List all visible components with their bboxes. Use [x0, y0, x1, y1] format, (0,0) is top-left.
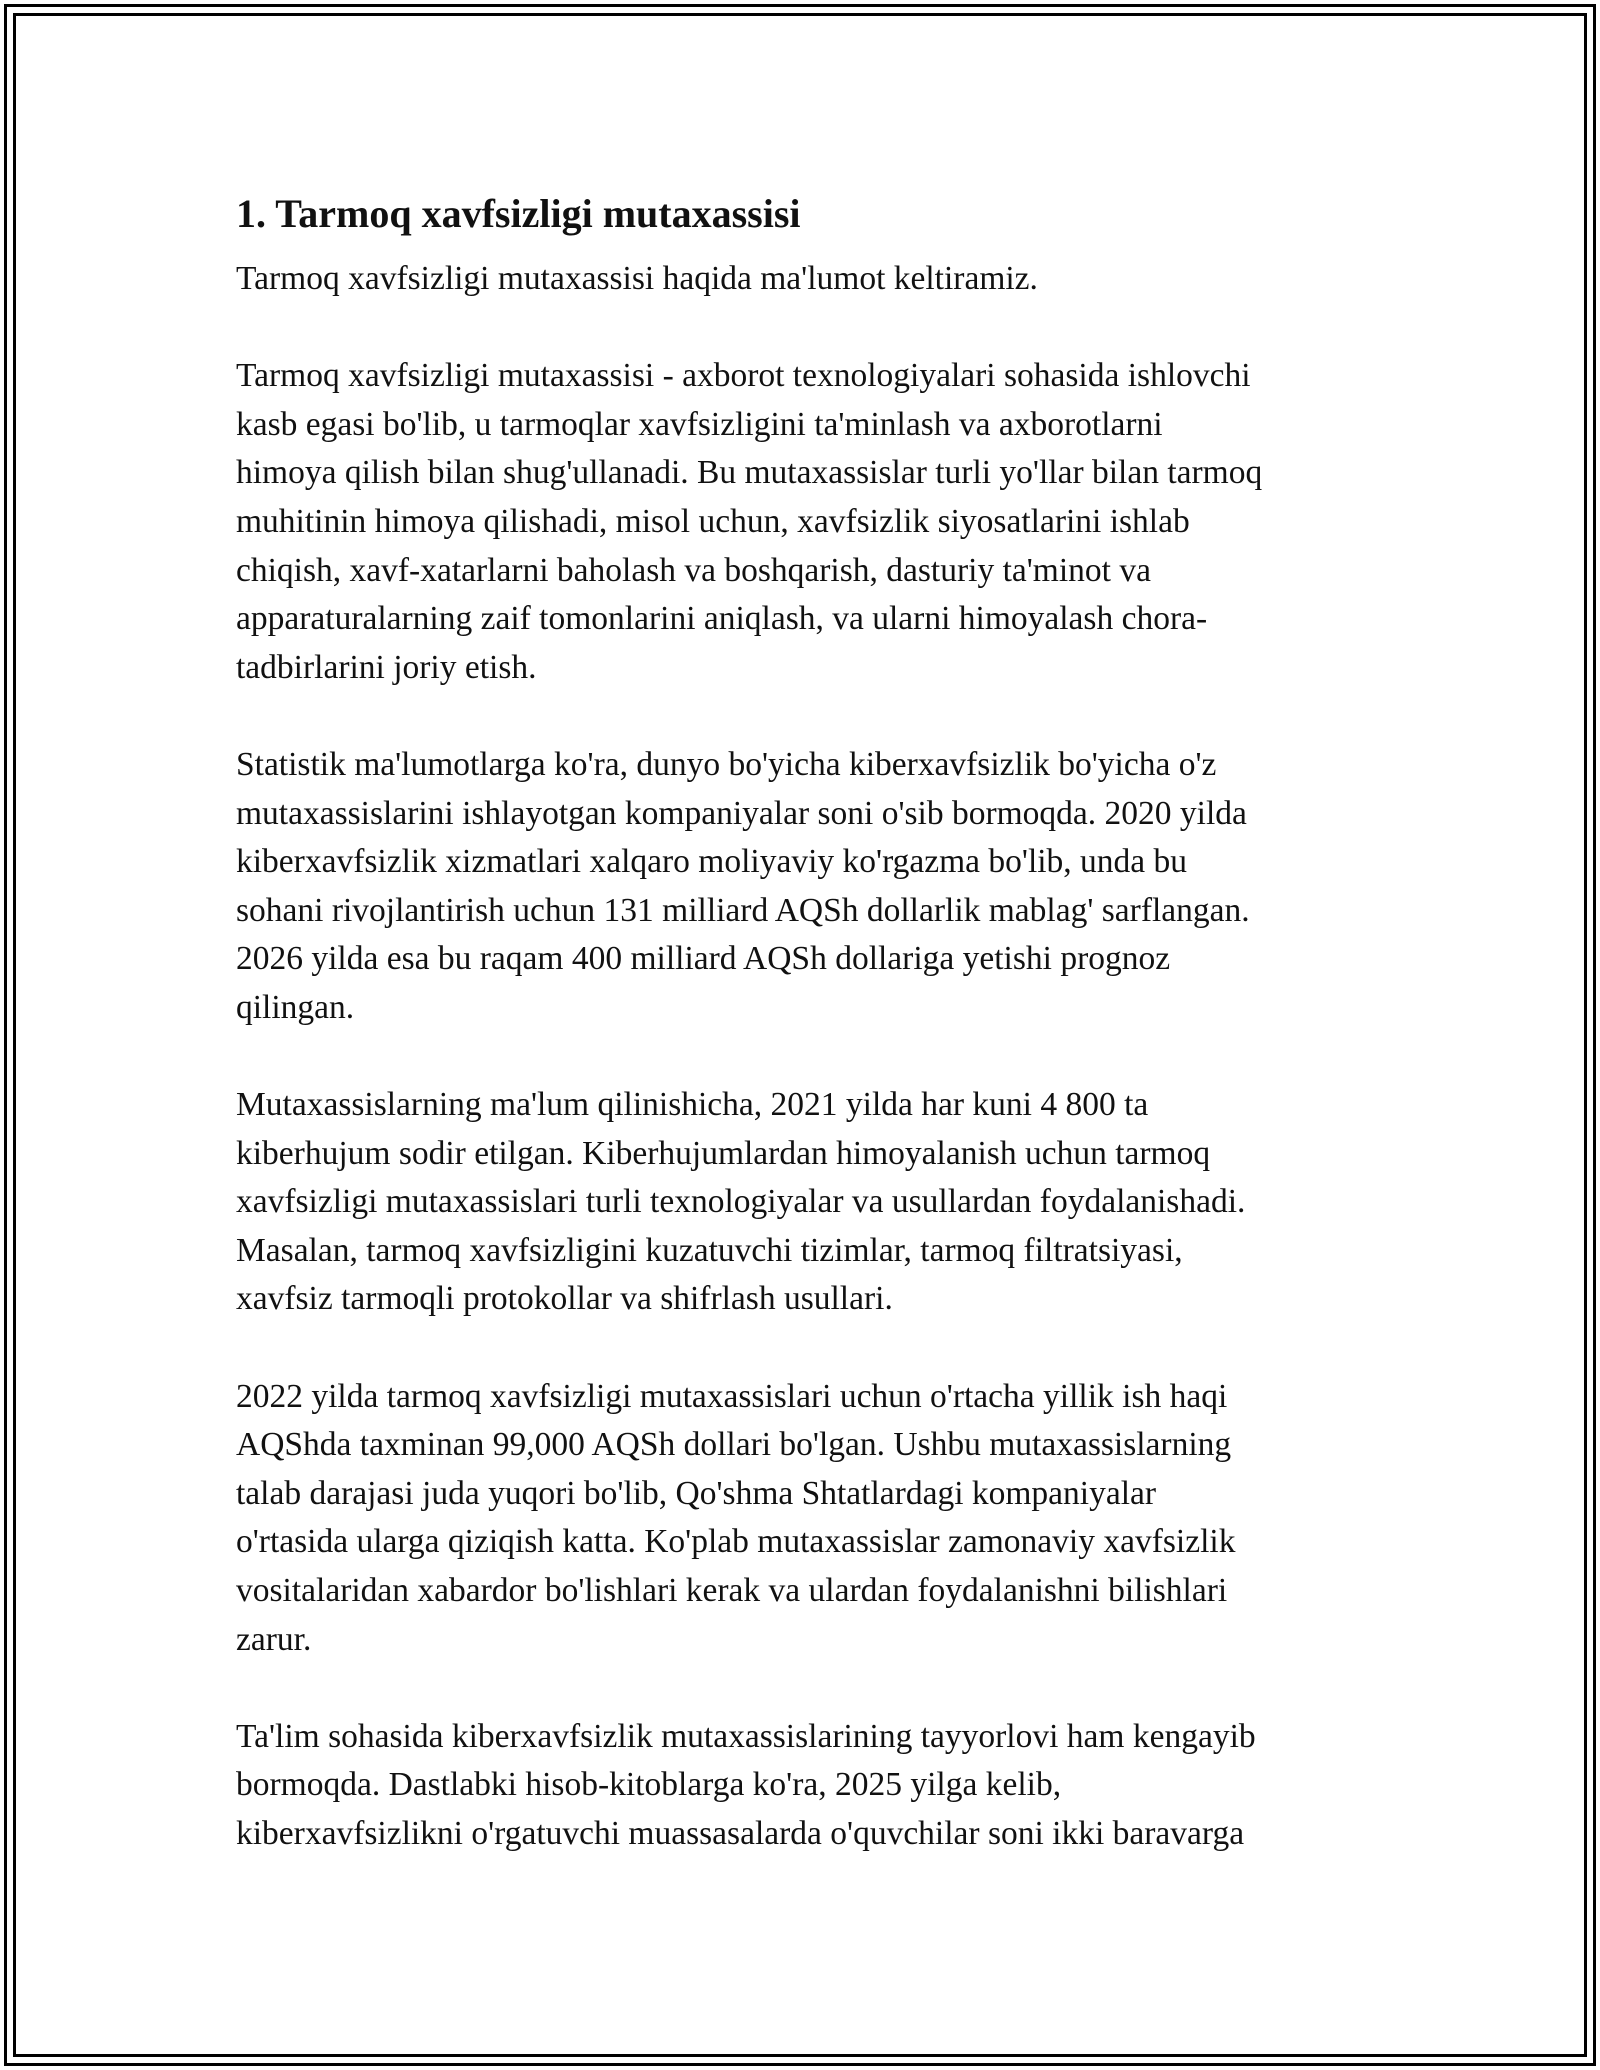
text-line: kiberxavfsizlikni o'rgatuvchi muassasalarda o'quvchilar soni ikki baravarga — [236, 1815, 1245, 1852]
paragraph-list — [236, 352, 1396, 1858]
text-line: 2022 yilda tarmoq xavfsizligi mutaxassislari uchun o'rtacha yillik ish haqi — [236, 1377, 1228, 1415]
body-paragraph — [236, 1081, 1396, 1324]
text-line: mutaxassislarini ishlayotgan kompaniyalar soni o'sib bormoqda. 2020 yilda — [236, 794, 1247, 832]
text-line: Masalan, tarmoq xavfsizligini kuzatuvchi tizimlar, tarmoq filtratsiyasi, — [236, 1231, 1183, 1269]
text-line: chiqish, xavf-xatarlarni baholash va boshqarish, dasturiy ta'minot va — [236, 551, 1151, 589]
text-line: xavfsizligi mutaxassislari turli texnologiyalar va usullardan foydalanishadi. — [236, 1183, 1246, 1221]
text-line: 2026 yilda esa bu raqam 400 milliard AQSh dollariga yetishi prognoz — [236, 940, 1171, 978]
text-line: bormoqda. Dastlabki hisob-kitoblarga ko'ra, 2025 yilga kelib, — [236, 1766, 1062, 1804]
text-line: AQShda taxminan 99,000 AQSh dollari bo'lgan. Ushbu mutaxassislarning — [236, 1426, 1232, 1464]
section-heading: 1. Tarmoq xavfsizligi mutaxassisi — [236, 191, 801, 236]
text-line: o'rtasida ularga qiziqish katta. Ko'plab mutaxassislar zamonaviy xavfsizlik — [236, 1523, 1236, 1561]
text-line: kasb egasi bo'lib, u tarmoqlar xavfsizligini ta'minlash va axborotlarni — [236, 405, 1163, 443]
text-line: sohani rivojlantirish uchun 131 milliard AQSh dollarlik mablag' sarflangan. — [236, 891, 1250, 929]
text-line: apparaturalarning zaif tomonlarini aniqlash, va ularni himoyalash chora- — [236, 600, 1208, 638]
body-paragraph — [236, 352, 1396, 692]
text-line: Tarmoq xavfsizligi mutaxassisi - axborot texnologiyalari sohasida ishlovchi — [236, 357, 1251, 395]
document-body — [236, 185, 1396, 1859]
text-line: Ta'lim sohasida kiberxavfsizlik mutaxassislarining tayyorlovi ham kengayib — [236, 1717, 1256, 1755]
text-line: muhitinin himoya qilishadi, misol uchun, xavfsizlik siyosatlarini ishlab — [236, 502, 1190, 540]
body-paragraph — [236, 1373, 1396, 1665]
text-line: tadbirlarini joriy etish. — [236, 648, 537, 686]
text-line: Statistik ma'lumotlarga ko'ra, dunyo bo'yicha kiberxavfsizlik bo'yicha o'z — [236, 745, 1217, 783]
text-line: qilingan. — [236, 988, 355, 1026]
intro-paragraph: Tarmoq xavfsizligi mutaxassisi haqida ma'lumot keltiramiz. — [236, 260, 1038, 297]
text-line: kiberhujum sodir etilgan. Kiberhujumlardan himoyalanish uchun tarmoq — [236, 1134, 1211, 1172]
text-line: kiberxavfsizlik xizmatlari xalqaro moliyaviy ko'rgazma bo'lib, unda bu — [236, 843, 1188, 881]
text-line: xavfsiz tarmoqli protokollar va shifrlash usullari. — [236, 1280, 893, 1318]
text-line: zarur. — [236, 1620, 312, 1658]
text-line: vositalaridan xabardor bo'lishlari kerak va ulardan foydalanishni bilishlari — [236, 1572, 1228, 1610]
body-paragraph — [236, 1713, 1396, 1859]
text-line: Mutaxassislarning ma'lum qilinishicha, 2021 yilda har kuni 4 800 ta — [236, 1086, 1149, 1124]
text-line: talab darajasi juda yuqori bo'lib, Qo'shma Shtatlardagi kompaniyalar — [236, 1474, 1157, 1512]
body-paragraph — [236, 741, 1396, 1033]
text-line: himoya qilish bilan shug'ullanadi. Bu mutaxassislar turli yo'llar bilan tarmoq — [236, 454, 1263, 492]
